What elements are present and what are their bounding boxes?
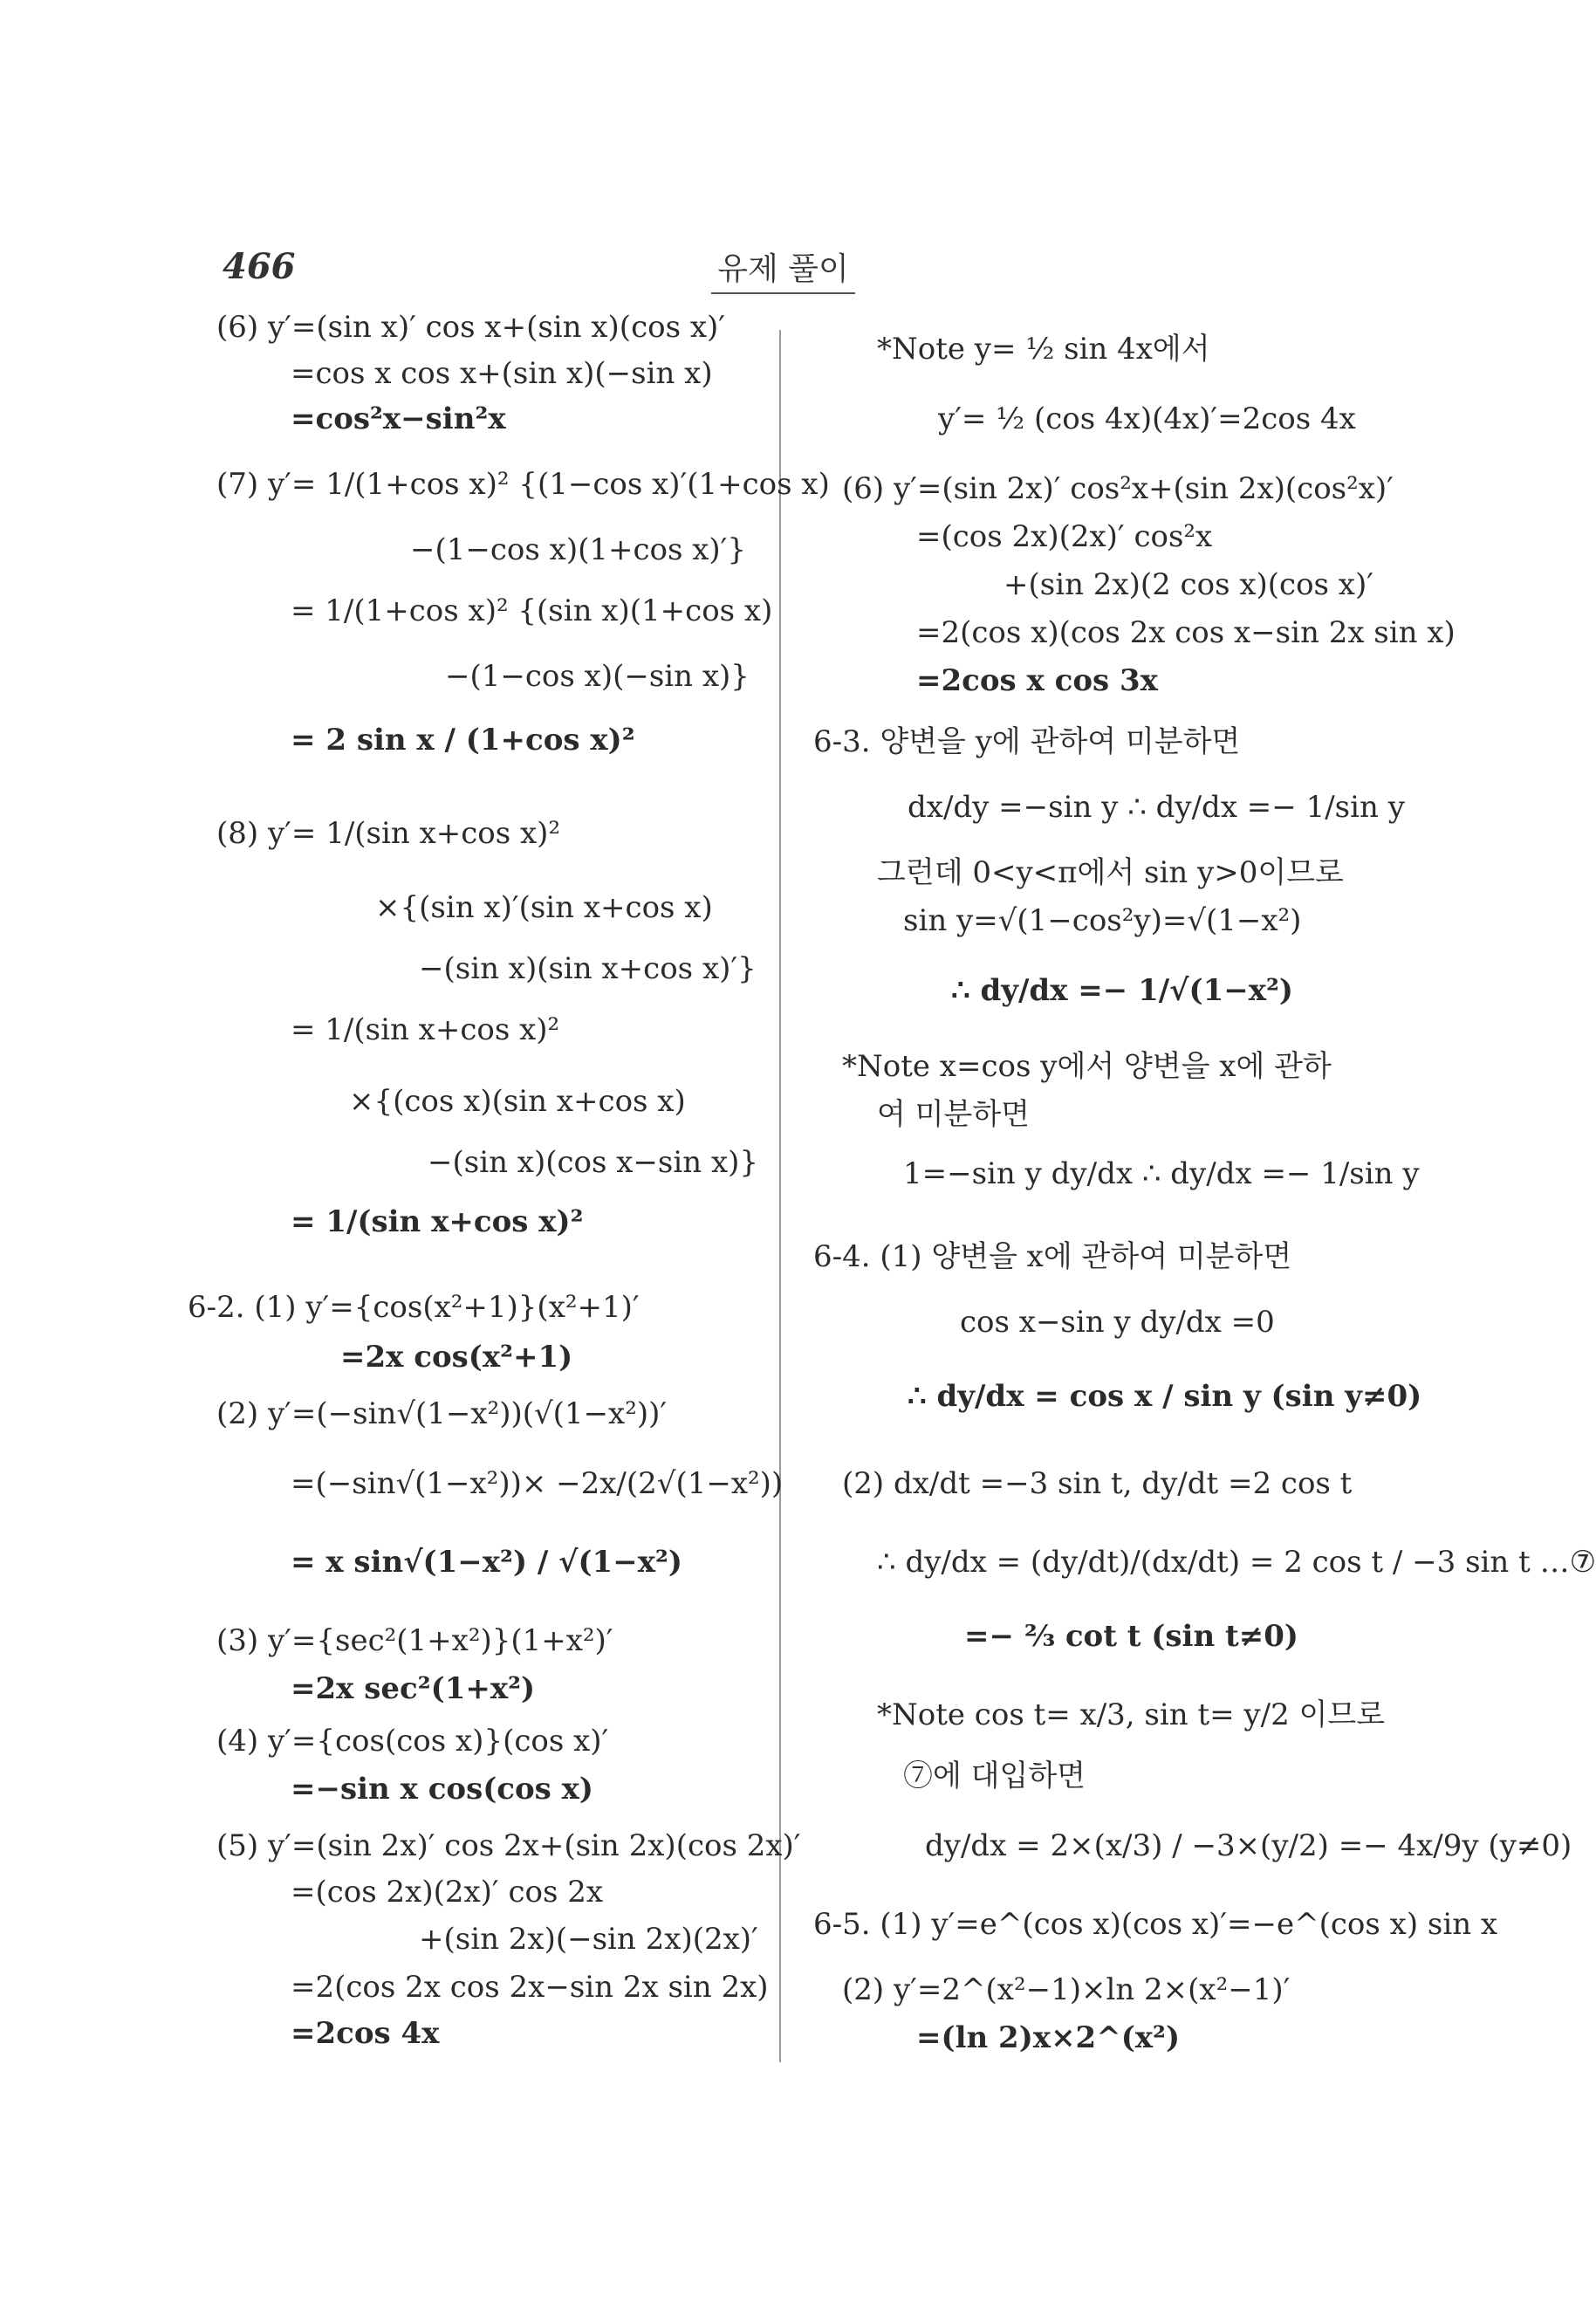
solution-line: ×{(cos x)(sin x+cos x) (349, 1084, 686, 1119)
solution-line: = 1/(sin x+cos x)² (291, 1204, 584, 1239)
solution-line: *Note y= ½ sin 4x에서 (877, 332, 1210, 367)
solution-line: (4) y′={cos(cos x)}(cos x)′ (216, 1724, 609, 1759)
column-divider (779, 330, 781, 2062)
solution-line: = 1/(1+cos x)² {(sin x)(1+cos x) (291, 593, 773, 628)
solution-line: 6-3. 양변을 y에 관하여 미분하면 (813, 724, 1241, 759)
solution-line: =2cos 4x (291, 2016, 440, 2051)
solution-line: 6-5. (1) y′=e^(cos x)(cos x)′=−e^(cos x) sin x (813, 1907, 1498, 1942)
solution-line: =− ⅔ cot t (sin t≠0) (964, 1619, 1298, 1654)
solution-line: = 1/(sin x+cos x)² (291, 1012, 560, 1047)
solution-line: (2) y′=2^(x²−1)×ln 2×(x²−1)′ (842, 1972, 1291, 2007)
solution-line: ×{(sin x)′(sin x+cos x) (375, 890, 713, 925)
solution-line: =−sin x cos(cos x) (291, 1772, 594, 1807)
solution-line: ⑦에 대입하면 (903, 1759, 1086, 1793)
solution-line: =cos x cos x+(sin x)(−sin x) (291, 356, 713, 391)
solution-line: +(sin 2x)(−sin 2x)(2x)′ (419, 1922, 758, 1957)
solution-line: ∴ dy/dx =− 1/√(1−x²) (951, 973, 1294, 1008)
solution-line: =2(cos x)(cos 2x cos x−sin 2x sin x) (916, 615, 1456, 650)
solution-line: (6) y′=(sin x)′ cos x+(sin x)(cos x)′ (216, 310, 725, 345)
solution-line: 여 미분하면 (877, 1097, 1031, 1132)
solution-line: −(1−cos x)(−sin x)} (445, 659, 750, 694)
solution-line: dx/dy =−sin y ∴ dy/dx =− 1/sin y (908, 790, 1405, 825)
solution-line: =(cos 2x)(2x)′ cos 2x (291, 1875, 604, 1910)
solution-line: =2x sec²(1+x²) (291, 1671, 536, 1706)
solution-line: 1=−sin y dy/dx ∴ dy/dx =− 1/sin y (903, 1156, 1420, 1191)
solution-line: =(cos 2x)(2x)′ cos²x (916, 519, 1213, 554)
solution-line: = 2 sin x / (1+cos x)² (291, 723, 635, 758)
solution-line: 6-2. (1) y′={cos(x²+1)}(x²+1)′ (188, 1290, 640, 1325)
solution-line: =2x cos(x²+1) (340, 1340, 573, 1375)
solution-line: (2) y′=(−sin√(1−x²))(√(1−x²))′ (216, 1396, 668, 1431)
solution-line: =2(cos 2x cos 2x−sin 2x sin 2x) (291, 1970, 769, 2005)
solution-line: −(1−cos x)(1+cos x)′} (410, 532, 747, 567)
section-header-title: 유제 풀이 (711, 244, 855, 294)
solution-line: (8) y′= 1/(sin x+cos x)² (216, 816, 561, 851)
solution-line: =(ln 2)x×2^(x²) (916, 2020, 1181, 2055)
solution-line: =(−sin√(1−x²))× −2x/(2√(1−x²)) (291, 1466, 784, 1501)
solution-line: (2) dx/dt =−3 sin t, dy/dt =2 cos t (842, 1466, 1353, 1501)
solution-line: 6-4. (1) 양변을 x에 관하여 미분하면 (813, 1239, 1292, 1274)
solution-line: (7) y′= 1/(1+cos x)² {(1−cos x)′(1+cos x) (216, 467, 830, 502)
solution-line: *Note x=cos y에서 양변을 x에 관하 (842, 1049, 1332, 1084)
solution-line: = x sin√(1−x²) / √(1−x²) (291, 1545, 682, 1580)
solution-line: (3) y′={sec²(1+x²)}(1+x²)′ (216, 1623, 613, 1658)
solution-line: sin y=√(1−cos²y)=√(1−x²) (903, 903, 1302, 938)
solution-line: +(sin 2x)(2 cos x)(cos x)′ (1003, 567, 1373, 602)
page-number: 466 (223, 246, 296, 287)
solution-line: y′= ½ (cos 4x)(4x)′=2cos 4x (938, 401, 1356, 436)
solution-line: =cos²x−sin²x (291, 401, 506, 436)
solution-line: dy/dx = 2×(x/3) / −3×(y/2) =− 4x/9y (y≠0) (925, 1828, 1572, 1863)
solution-line: ∴ dy/dx = (dy/dt)/(dx/dt) = 2 cos t / −3 sin t …⑦ (877, 1545, 1596, 1580)
solution-line: 그런데 0<y<π에서 sin y>0이므로 (877, 855, 1344, 890)
solution-line: cos x−sin y dy/dx =0 (960, 1305, 1275, 1340)
solution-line: ∴ dy/dx = cos x / sin y (sin y≠0) (908, 1379, 1422, 1414)
solution-line: *Note cos t= x/3, sin t= y/2 이므로 (877, 1697, 1386, 1732)
solution-line: −(sin x)(cos x−sin x)} (428, 1145, 759, 1180)
solution-line: (6) y′=(sin 2x)′ cos²x+(sin 2x)(cos²x)′ (842, 471, 1394, 506)
solution-line: −(sin x)(sin x+cos x)′} (419, 951, 757, 986)
solution-line: =2cos x cos 3x (916, 663, 1158, 698)
solution-line: (5) y′=(sin 2x)′ cos 2x+(sin 2x)(cos 2x)′ (216, 1828, 801, 1863)
